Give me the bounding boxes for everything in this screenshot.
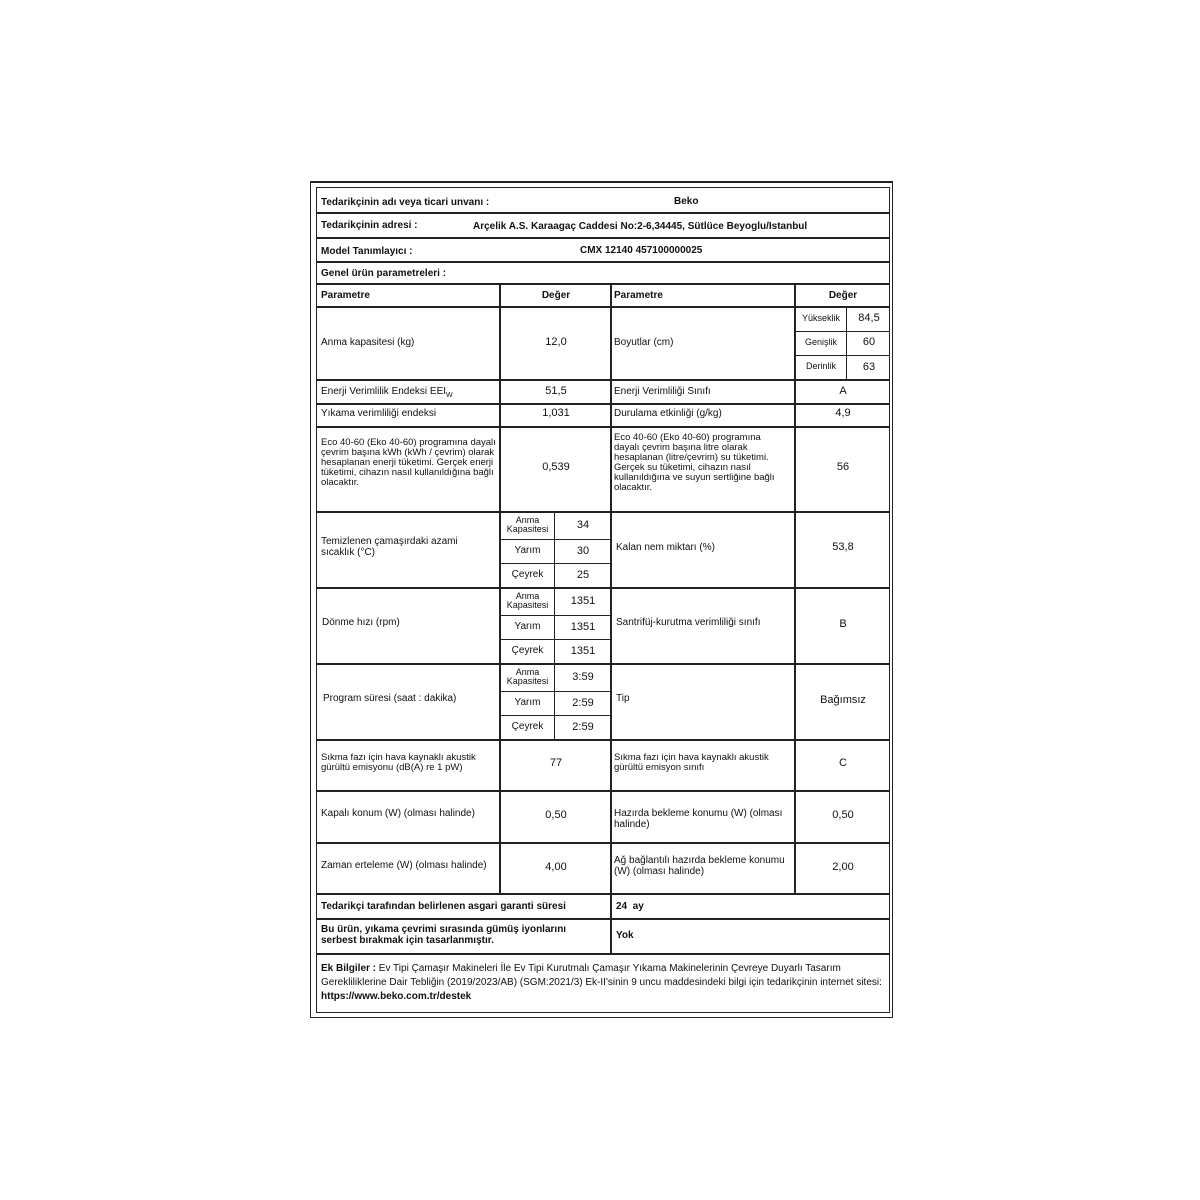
- rule: [795, 355, 890, 356]
- networked-standby-label: Ağ bağlantılı hazırda bekleme konumu (W) (olması halinde): [614, 855, 785, 877]
- rule: [316, 739, 890, 741]
- noise-label: Sıkma fazı için hava kaynaklı akustik gürültü emisyonu (dB(A) re 1 pW): [321, 752, 476, 773]
- spin-quarter-label: Çeyrek: [511, 645, 544, 656]
- model-label: Model Tanımlayıcı :: [321, 246, 413, 257]
- rule: [499, 691, 611, 692]
- rule: [499, 715, 611, 716]
- rule: [316, 261, 890, 263]
- duration-half-label: Yarım: [514, 697, 541, 708]
- type-label: Tip: [616, 693, 630, 704]
- temperature-half-label: Yarım: [514, 545, 541, 556]
- height-label: Yükseklik: [801, 313, 840, 323]
- param-header-left: Parametre: [321, 290, 370, 301]
- rule: [316, 842, 890, 844]
- energy-class-value: A: [839, 385, 847, 397]
- rule: [610, 893, 612, 953]
- noise-class-value: C: [839, 757, 847, 769]
- eei-subscript: W: [446, 392, 453, 399]
- dimensions-label: Boyutlar (cm): [614, 337, 674, 348]
- silver-ions-label: Bu ürün, yıkama çevrimi sırasında gümüş iyonlarını serbest bırakmak için tasarlanmıştır.: [321, 924, 567, 946]
- noise-class-label: Sıkma fazı için hava kaynaklı akustik gürültü emisyon sınıfı: [614, 752, 769, 773]
- duration-quarter-label: Çeyrek: [511, 721, 544, 732]
- general-params-label: Genel ürün parametreleri :: [321, 268, 447, 279]
- rule: [316, 587, 890, 589]
- rinse-label: Durulama etkinliği (g/kg): [614, 408, 722, 419]
- rule: [499, 639, 611, 640]
- spin-half-label: Yarım: [514, 621, 541, 632]
- type-value: Bağımsız: [820, 694, 866, 706]
- eei-value: 51,5: [545, 385, 567, 397]
- rule: [316, 283, 890, 285]
- height-value: 84,5: [858, 312, 880, 324]
- rule: [316, 918, 890, 920]
- energy-consumption-label: Eco 40-60 (Eko 40-60) programına dayalı çevrim başına kWh (kWh / çevrim) olarak hesaplanan enerji tüketimi. Gerçek enerji tüketimi, cihazın nasıl kullanıldığına bağlı olacaktır.: [321, 437, 496, 488]
- off-mode-label: Kapalı konum (W) (olması halinde): [321, 808, 475, 819]
- spin-speed-label: Dönme hızı (rpm): [322, 617, 400, 628]
- value-header-left: Değer: [541, 290, 571, 301]
- rule: [499, 283, 501, 893]
- extra-info-title: Ek Bilgiler :: [321, 963, 377, 974]
- water-consumption-label: Eco 40-60 (Eko 40-60) programına dayalı çevrim başına litre olarak hesaplanan (litre/çevrim) su tüketimi. Gerçek su tüketimi, cihazın nasıl kullanıldığına ve suyun sertliğine bağlı olacaktır.: [614, 432, 775, 493]
- rule: [499, 615, 611, 616]
- spin-full-label: Anma Kapasitesi: [506, 591, 549, 610]
- networked-standby-value: 2,00: [832, 861, 854, 873]
- rule: [316, 306, 890, 308]
- rule: [316, 426, 890, 428]
- energy-class-label: Enerji Verimliliği Sınıfı: [614, 386, 711, 397]
- spin-class-label: Santrifüj-kurutma verimliliği sınıfı: [616, 617, 761, 628]
- water-consumption-value: 56: [836, 461, 850, 473]
- standby-value: 0,50: [832, 809, 854, 821]
- duration-quarter-value: 2:59: [572, 721, 594, 733]
- depth-value: 63: [862, 361, 876, 373]
- standby-label: Hazırda bekleme konumu (W) (olması halinde): [614, 808, 783, 830]
- temperature-full-value: 34: [576, 519, 590, 531]
- spin-full-value: 1351: [570, 595, 596, 607]
- temperature-label: Temizlenen çamaşırdaki azami sıcaklık (°C): [321, 536, 458, 558]
- temperature-quarter-label: Çeyrek: [511, 569, 544, 580]
- moisture-value: 53,8: [832, 541, 854, 553]
- extra-info-text: Ev Tipi Çamaşır Makineleri İle Ev Tipi Kurutmalı Çamaşır Yıkama Makinelerinin Çevreye Duyarlı Tasarım Gerekliliklerine Dair Tebliğin (2019/2023/AB) (SGM:2021/3) Ek-II'sinin 9 uncu maddesindeki bilgi için tedarikçinin internet sitesi:: [321, 963, 882, 988]
- moisture-label: Kalan nem miktarı (%): [616, 542, 715, 553]
- wash-efficiency-value: 1,031: [542, 407, 570, 419]
- warranty-value: 24 ay: [616, 901, 644, 912]
- temperature-full-label: Anma Kapasitesi: [506, 515, 549, 534]
- supplier-name-label: Tedarikçinin adı veya ticari unvanı :: [321, 197, 490, 208]
- spin-class-value: B: [839, 618, 847, 630]
- width-value: 60: [862, 336, 876, 348]
- extra-info: [321, 962, 883, 1004]
- supplier-address-value: Arçelik A.S. Karaagaç Caddesi No:2-6,34445, Sütlüce Beyoglu/Istanbul: [473, 221, 808, 232]
- value-header-right: Değer: [828, 290, 858, 301]
- rule: [316, 379, 890, 381]
- rule: [316, 663, 890, 665]
- spin-half-value: 1351: [570, 621, 596, 633]
- capacity-value: 12,0: [545, 336, 567, 348]
- silver-ions-value: Yok: [616, 930, 634, 941]
- delay-start-label: Zaman erteleme (W) (olması halinde): [321, 860, 487, 871]
- supplier-address-label: Tedarikçinin adresi :: [321, 220, 418, 231]
- rule: [610, 283, 612, 893]
- temperature-half-value: 30: [576, 545, 590, 557]
- rule: [316, 790, 890, 792]
- noise-value: 77: [549, 757, 563, 769]
- duration-half-value: 2:59: [572, 697, 594, 709]
- supplier-name-value: Beko: [674, 196, 699, 207]
- capacity-label: Anma kapasitesi (kg): [321, 337, 415, 348]
- rule: [316, 893, 890, 895]
- rule: [554, 511, 555, 739]
- param-header-right: Parametre: [614, 290, 663, 301]
- warranty-label: Tedarikçi tarafından belirlenen asgari garanti süresi: [321, 901, 566, 912]
- rinse-value: 4,9: [835, 407, 851, 419]
- rule: [316, 511, 890, 513]
- temperature-quarter-value: 25: [576, 569, 590, 581]
- rule: [316, 237, 890, 239]
- support-link[interactable]: https://www.beko.com.tr/destek: [321, 991, 472, 1002]
- rule: [795, 331, 890, 332]
- energy-consumption-value: 0,539: [542, 461, 570, 473]
- delay-start-value: 4,00: [545, 861, 567, 873]
- eei-label: Enerji Verimlilik Endeksi $EEI_W$: [321, 386, 453, 399]
- off-mode-value: 0,50: [545, 809, 567, 821]
- rule: [499, 563, 611, 564]
- rule: [846, 306, 847, 379]
- spin-quarter-value: 1351: [570, 645, 596, 657]
- rule: [316, 403, 890, 405]
- rule: [794, 283, 796, 893]
- program-duration-label: Program süresi (saat : dakika): [323, 693, 457, 704]
- duration-full-value: 3:59: [572, 671, 594, 683]
- rule: [316, 212, 890, 214]
- rule: [316, 953, 890, 955]
- rule: [499, 539, 611, 540]
- depth-label: Derinlik: [805, 361, 836, 371]
- model-value: CMX 12140 457100000025: [580, 245, 703, 256]
- duration-full-label: Anma Kapasitesi: [506, 667, 549, 686]
- wash-efficiency-label: Yıkama verimliliği endeksi: [321, 408, 437, 419]
- width-label: Genişlik: [804, 337, 837, 347]
